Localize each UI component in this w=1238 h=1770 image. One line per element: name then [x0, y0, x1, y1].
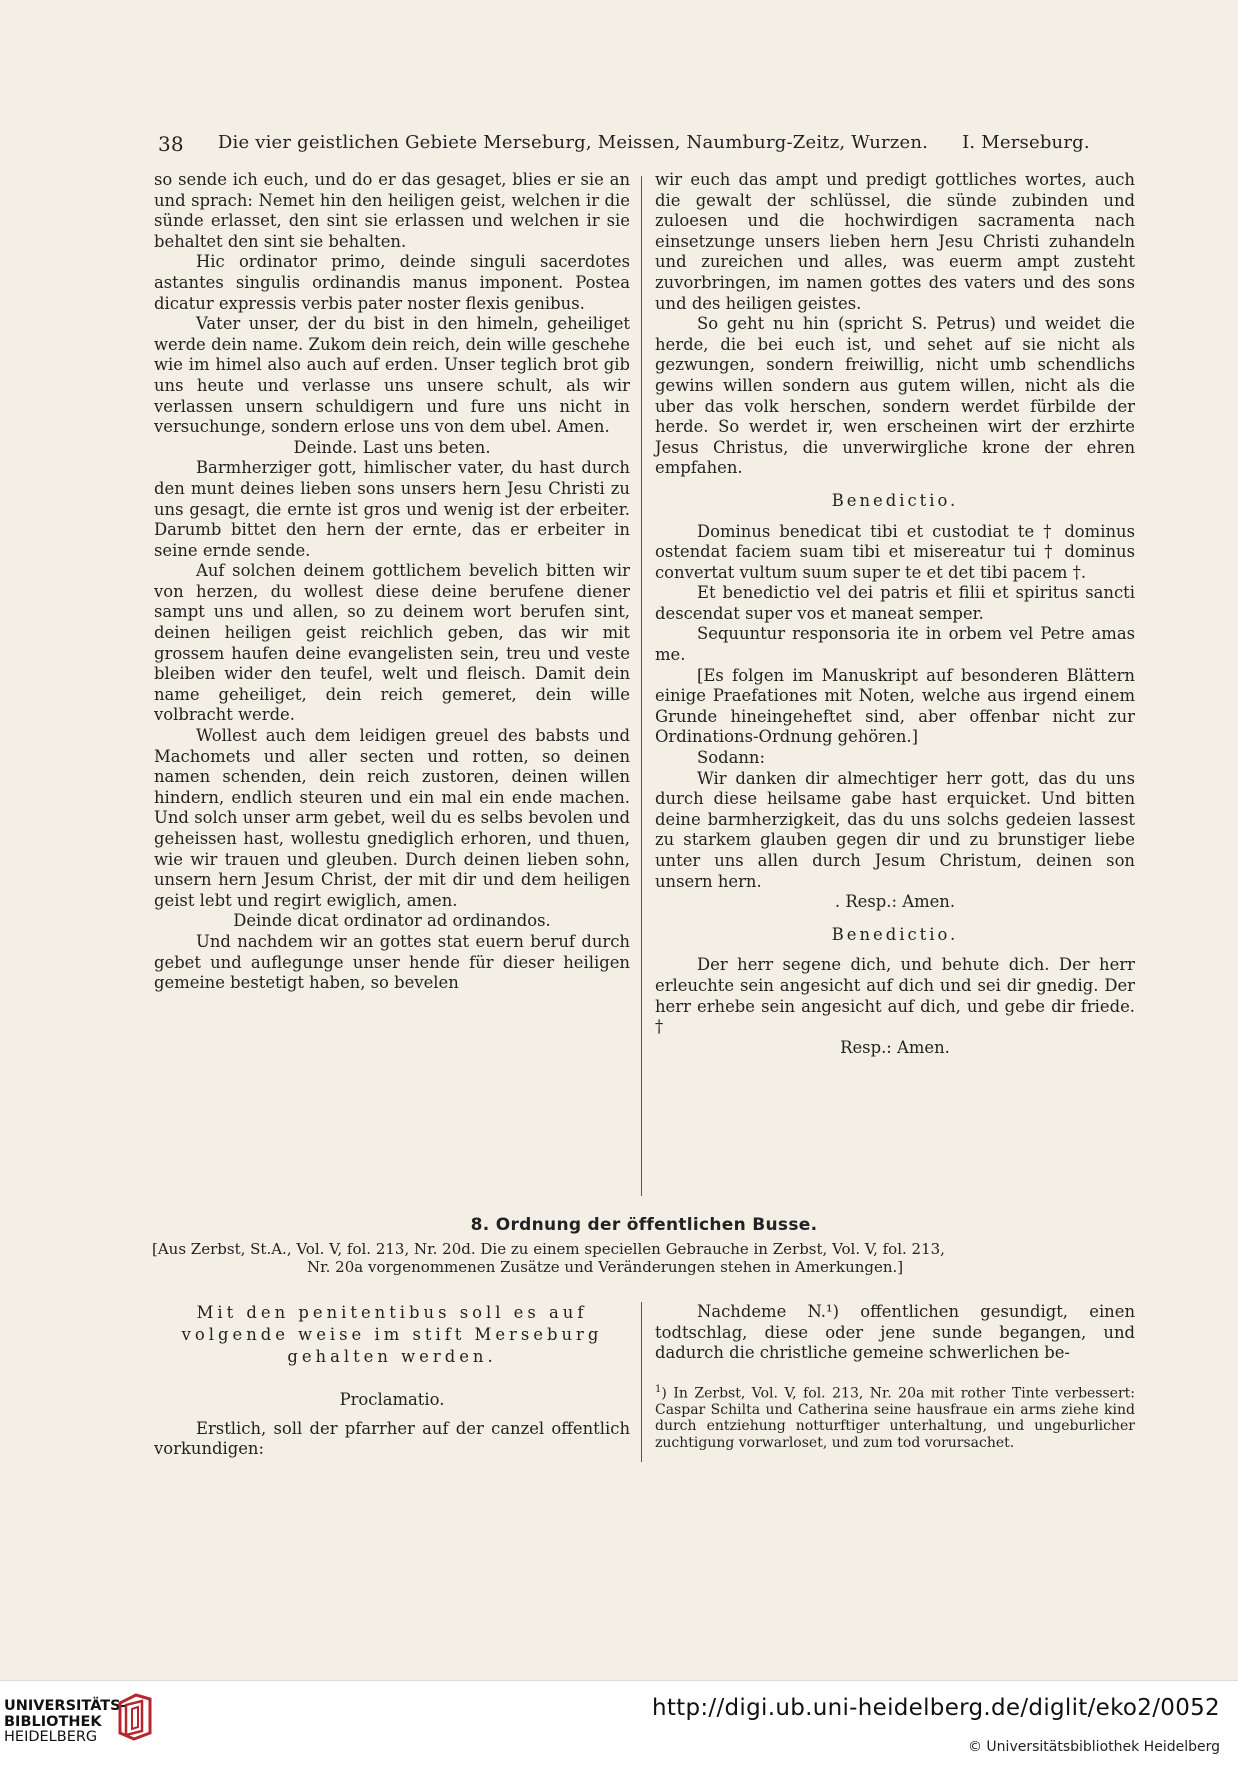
permalink-url[interactable]: http://digi.ub.uni-heidelberg.de/diglit/eko2/0052	[651, 1695, 1220, 1721]
response: . Resp.: Amen.	[834, 892, 956, 912]
lower-right-column	[655, 1302, 1135, 1451]
paragraph: Nachdeme N.¹) offentlichen gesundigt, einen todtschlag, diese oder jene sunde begangen, und dadurch die christliche gemeine schwerlichen be-	[655, 1302, 1135, 1363]
rubric: Deinde. Last uns beten.	[293, 437, 491, 457]
source-line: [Aus Zerbst, St.A., Vol. V, fol. 213, Nr. 20d. Die zu einem speciellen Gebrauche in Zerbst, Vol. V, fol. 213,	[152, 1240, 945, 1258]
proclamatio-heading: Proclamatio.	[339, 1390, 445, 1409]
footnote	[655, 1382, 1135, 1451]
footnote-text: ) In Zerbst, Vol. V, fol. 213, Nr. 20a mit rother Tinte verbessert: Caspar Schilta und Catherina seine hausfraue ein arms ziehe kind durch entziehung notturftiger unterhaltung, und ungeburlicher zuchtigung vorwarloset, und zum tod vorursachet.	[655, 1385, 1135, 1451]
section-label: I. Merseburg.	[962, 132, 1090, 153]
paragraph: Sequuntur responsoria ite in orbem vel Petre amas me.	[655, 624, 1135, 665]
source-line: Nr. 20a vorgenommenen Zusätze und Veränderungen stehen in Amerkungen.]	[307, 1258, 904, 1276]
running-title: Die vier geistlichen Gebiete Merseburg, Meissen, Naumburg-Zeitz, Wurzen.	[217, 132, 929, 153]
library-name-line: HEIDELBERG	[4, 1729, 98, 1745]
paragraph: Hic ordinator primo, deinde singuli sacerdotes astantes singulis ordinandis manus imponent. Postea dicatur expressis verbis pater noster flexis genibus.	[154, 252, 630, 313]
left-column	[154, 170, 630, 994]
library-name-line: BIBLIOTHEK	[4, 1713, 102, 1730]
benedictio-heading: Benedictio.	[831, 490, 959, 510]
paragraph: Et benedictio vel dei patris et filii et spiritus sancti descendat super vos et maneat semper.	[655, 583, 1135, 623]
running-head	[158, 132, 1090, 156]
paragraph: Wollest auch dem leidigen greuel des babsts und Machomets und aller secten und rotten, so deinen namen schenden, dein reich zustoren, deinen willen hindern, endlich steuren und ein mal ein ende machen. Und solch unser arm gebet, weil du es selbs bevolen und geheissen hast, wollestu gnediglich erhoren, und thuen, wie wir trauen und gleuben. Durch deinen lieben sohn, unsern hern Jesum Christ, der mit dir und dem heiligen geist lebt und regirt ewiglich, amen.	[154, 726, 630, 910]
library-name-line: UNIVERSITÄTS-	[4, 1698, 127, 1714]
paragraph: so sende ich euch, und do er das gesaget, blies er sie an und sprach: Nemet hin den heiligen geist, welchen ir die sünde erlasset, den sint sie erlassen und welchen ir sie behaltet den sint sie behalten.	[154, 170, 630, 251]
page-number: 38	[158, 132, 184, 156]
paragraph: Vater unser, der du bist in den himeln, geheiliget werde dein name. Zukom dein reich, dein wille geschehe wie im himel also auch auf erden. Unser teglich brot gib uns heute und verlasse uns unsere schult, als wir verlassen unsern schuldigern und fure uns nicht in versuchunge, sondern erlose uns von dem ubel. Amen.	[154, 314, 630, 437]
paragraph: Und nachdem wir an gottes stat euern beruf durch gebet und auflegunge unser hende für dieser heiligen gemeine bestetigt haben, so bevelen	[154, 931, 630, 993]
right-column	[655, 170, 1135, 1058]
section-heading: Mit den penitentibus soll es auf volgende weise im stift Merseburg gehalten werden.	[181, 1303, 603, 1366]
lower-left-column	[154, 1302, 630, 1460]
paragraph: Dominus benedicat tibi et custodiat te † dominus ostendat faciem suam tibi et misereatur tui † dominus convertat vultum suum super te et det tibi pacem †.	[655, 521, 1135, 582]
paragraph: Wir danken dir almechtiger herr gott, das du uns durch diese heilsame gabe hast erquicket. Und bitten deine barmherzigkeit, das du uns solchs gedeien lassest zu starkem glauben gegen dir und zu brunstiger liebe unter uns allen durch Jesum Christum, deinen son unsern hern.	[655, 768, 1135, 891]
footnote-mark: 1	[655, 1383, 662, 1395]
viewer-footer	[0, 1680, 1238, 1770]
paragraph: [Es folgen im Manuskript auf besonderen Blättern einige Praefationes mit Noten, welche aus irgend einem Grunde hineingeheftet sind, aber offenbar nicht zur Ordinations-Ordnung gehören.]	[655, 665, 1135, 747]
column-divider	[641, 176, 642, 1196]
paragraph: Auf solchen deinem gottlichem bevelich bitten wir von herzen, du wollest diese deine berufene diener sampt uns und allen, so zu deinem wort berufen sint, deinen heiligen geist reichlich geben, das wir mit grossem haufen deine evangelisten sein, treu und veste bleiben wider den teufel, welt und fleisch. Damit dein name geheiliget, dein reich gemeret, dein wille volbracht werde.	[154, 561, 630, 725]
paragraph: wir euch das ampt und predigt gottliches wortes, auch die gewalt der schlüssel, die sünde zubinden und zuloesen und die hochwirdigen sacramenta nach einsetzunge unsers lieben hern Jesu Christi zuhandeln und zureichen und alles, was euerm ampt zusteht zuvorbringen, im namen gottes des vaters und des sons und des heiligen geistes.	[655, 170, 1135, 313]
library-logo-icon	[116, 1693, 154, 1741]
column-divider	[641, 1302, 642, 1462]
paragraph: Der herr segene dich, und behute dich. Der herr erleuchte sein angesicht auf dich und sei dir gnedig. Der herr erhebe sein angesicht auf dich, und gebe dir friede. †	[655, 955, 1135, 1037]
benedictio-heading: Benedictio.	[831, 924, 959, 944]
paragraph: Erstlich, soll der pfarrher auf der canzel offentlich vorkundigen:	[154, 1418, 630, 1459]
paragraph: Sodann:	[697, 748, 765, 768]
response: Resp.: Amen.	[840, 1037, 950, 1057]
paragraph: So geht nu hin (spricht S. Petrus) und weidet die herde, die bei euch ist, und sehet auf sie nicht als gezwungen, sondern freiwillig, nicht umb schendlichs gewins willen sondern aus gutem willen, nicht als die uber das volk herschen, sondern werdet fürbilde der herde. So werdet ir, wen erscheinen wirt der erzhirte Jesus Christus, die unverwirgliche krone der ehren empfahen.	[655, 314, 1135, 478]
source-note	[152, 1240, 1132, 1276]
section-title: 8. Ordnung der öffentlichen Busse.	[470, 1215, 818, 1235]
copyright-notice: © Universitätsbibliothek Heidelberg	[967, 1739, 1220, 1755]
paragraph: Barmherziger gott, himlischer vater, du hast durch den munt deines lieben sons unsers hern Jesu Christi zu uns gesagt, die ernte ist gros und wenig ist der erbeiter. Darumb bittet den hern der ernte, das er erbeiter in seine ernde sende.	[154, 458, 630, 560]
rubric: Deinde dicat ordinator ad ordinandos.	[233, 911, 551, 931]
